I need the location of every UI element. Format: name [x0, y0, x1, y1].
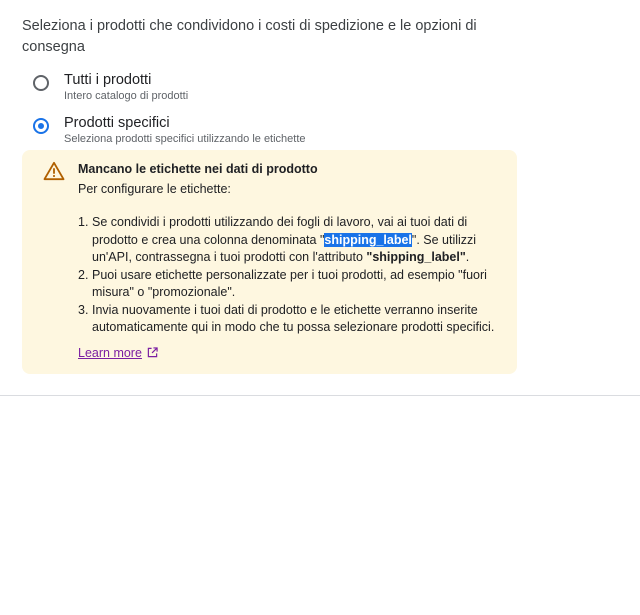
list-item: 1. Se condividi i prodotti utilizzando dei fogli di lavoro, vai ai tuoi dati di prodotto e crea una colonna denominata "shipping_label". Se utilizzi un'API, contrassegna i tuoi prodotti con l'attributo "shipping_label".: [78, 215, 477, 264]
list-item: 2. Puoi usare etichette personalizzate per i tuoi prodotti, ad esempio "fuori misura" o "promozionale".: [78, 267, 487, 299]
section-heading: Seleziona i prodotti che condividono i costi di spedizione e le opzioni di consegna: [22, 18, 477, 55]
radio-all-products[interactable]: [33, 75, 49, 91]
option-specific-products[interactable]: [33, 114, 306, 147]
steps-list: [78, 214, 508, 337]
option-all-products[interactable]: [33, 71, 188, 104]
learn-more-link[interactable]: Learn more: [78, 346, 158, 360]
section-divider: [0, 395, 640, 396]
warning-title: Mancano le etichette nei dati di prodotto: [78, 162, 318, 176]
open-in-new-icon: [147, 347, 158, 358]
radio-specific-products[interactable]: [33, 118, 49, 134]
option-all-products-label: Tutti i prodotti: [64, 72, 152, 88]
option-all-products-description: Intero catalogo di prodotti: [64, 90, 189, 102]
warning-intro: Per configurare le etichette:: [78, 182, 231, 196]
list-item: 3. Invia nuovamente i tuoi dati di prodotto e le etichette verranno inserite automaticamente qui in modo che tu possa selezionare prodotti specifici.: [78, 302, 495, 334]
option-specific-products-label: Prodotti specifici: [64, 115, 170, 131]
selected-text[interactable]: shipping_label: [324, 232, 412, 247]
option-specific-products-description: Seleziona prodotti specifici utilizzando le etichette: [64, 133, 306, 145]
warning-icon: [43, 161, 65, 181]
missing-labels-warning: [22, 150, 517, 374]
